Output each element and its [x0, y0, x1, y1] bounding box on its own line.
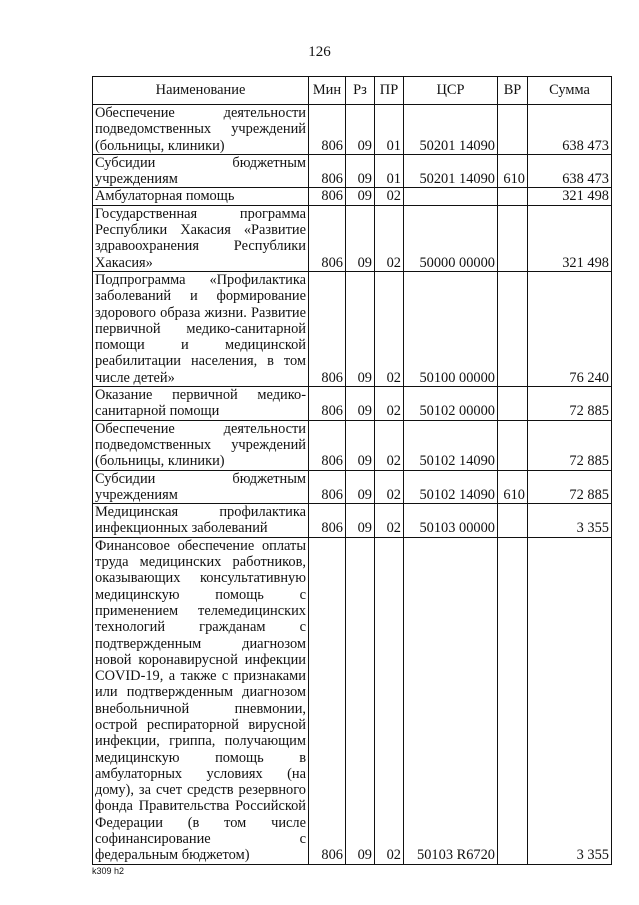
cell-sum: 638 473	[528, 105, 612, 155]
cell-name: Государственная программа Республики Хакасия «Развитие здравоохранения Республики Хакасия»	[93, 205, 309, 271]
cell-sum: 76 240	[528, 271, 612, 386]
cell-vr	[498, 387, 528, 421]
cell-csr: 50103 00000	[404, 504, 498, 538]
cell-vr	[498, 504, 528, 538]
table-header-row	[93, 77, 612, 105]
cell-pr: 01	[375, 154, 404, 188]
cell-csr: 50103 R6720	[404, 537, 498, 864]
page-number: 126	[308, 44, 331, 60]
cell-rz: 09	[346, 387, 375, 421]
cell-pr: 02	[375, 504, 404, 538]
cell-sum: 321 498	[528, 205, 612, 271]
cell-min: 806	[309, 188, 346, 205]
table-row	[93, 537, 612, 864]
cell-min: 806	[309, 271, 346, 386]
table-row	[93, 205, 612, 271]
cell-sum: 638 473	[528, 154, 612, 188]
cell-csr: 50000 00000	[404, 205, 498, 271]
cell-name: Медицинская профилактика инфекционных заболеваний	[93, 504, 309, 538]
cell-rz: 09	[346, 154, 375, 188]
cell-rz: 09	[346, 205, 375, 271]
column-header-name: Наименование	[93, 77, 309, 105]
cell-min: 806	[309, 154, 346, 188]
cell-vr	[498, 271, 528, 386]
cell-vr: 610	[498, 154, 528, 188]
cell-rz: 09	[346, 105, 375, 155]
cell-vr: 610	[498, 470, 528, 504]
cell-rz: 09	[346, 188, 375, 205]
cell-sum: 3 355	[528, 537, 612, 864]
table-row	[93, 387, 612, 421]
table-row	[93, 154, 612, 188]
cell-csr: 50100 00000	[404, 271, 498, 386]
cell-vr	[498, 188, 528, 205]
cell-sum: 72 885	[528, 470, 612, 504]
cell-min: 806	[309, 537, 346, 864]
column-header-csr: ЦСР	[404, 77, 498, 105]
table-row	[93, 188, 612, 205]
column-header-min: Мин	[309, 77, 346, 105]
cell-min: 806	[309, 470, 346, 504]
cell-csr: 50201 14090	[404, 154, 498, 188]
cell-name: Субсидии бюджетным учреждениям	[93, 470, 309, 504]
cell-csr	[404, 188, 498, 205]
table-body	[93, 105, 612, 865]
cell-sum: 72 885	[528, 420, 612, 470]
cell-name: Финансовое обеспечение оплаты труда медицинских работников, оказывающих консультативную медицинскую помощь с применением телемедицинских технологий гражданам с подтвержденным диагнозом новой коронавирусной инфекции COVID-19, а также с признаками или подтвержденным диагнозом внебольничной пневмонии, острой респираторной вирусной инфекции, гриппа, получающим медицинскую помощь в амбулаторных условиях (на дому), за счет средств резервного фонда Правительства Российской Федерации (в том числе софинансирование с федеральным бюджетом)	[93, 537, 309, 864]
cell-pr: 02	[375, 537, 404, 864]
cell-name: Амбулаторная помощь	[93, 188, 309, 205]
cell-rz: 09	[346, 470, 375, 504]
cell-vr	[498, 420, 528, 470]
cell-rz: 09	[346, 271, 375, 386]
cell-csr: 50201 14090	[404, 105, 498, 155]
cell-rz: 09	[346, 504, 375, 538]
cell-pr: 02	[375, 387, 404, 421]
cell-name: Оказание первичной медико-санитарной помощи	[93, 387, 309, 421]
cell-vr	[498, 105, 528, 155]
cell-min: 806	[309, 420, 346, 470]
cell-vr	[498, 537, 528, 864]
cell-csr: 50102 14090	[404, 470, 498, 504]
cell-sum: 72 885	[528, 387, 612, 421]
column-header-rz: Рз	[346, 77, 375, 105]
cell-pr: 02	[375, 271, 404, 386]
cell-sum: 321 498	[528, 188, 612, 205]
table-row	[93, 271, 612, 386]
cell-name: Обеспечение деятельности подведомственных учреждений (больницы, клиники)	[93, 420, 309, 470]
cell-rz: 09	[346, 537, 375, 864]
column-header-vr: ВР	[498, 77, 528, 105]
cell-name: Обеспечение деятельности подведомственных учреждений (больницы, клиники)	[93, 105, 309, 155]
cell-min: 806	[309, 205, 346, 271]
table-row	[93, 470, 612, 504]
column-header-sum: Сумма	[528, 77, 612, 105]
cell-min: 806	[309, 387, 346, 421]
cell-rz: 09	[346, 420, 375, 470]
cell-csr: 50102 14090	[404, 420, 498, 470]
cell-name: Подпрограмма «Профилактика заболеваний и формирование здорового образа жизни. Развитие первичной медико-санитарной помощи и медицинской реабилитации населения, в том числе детей»	[93, 271, 309, 386]
budget-table	[92, 76, 612, 865]
footer-code: k309 h2	[92, 866, 125, 876]
cell-pr: 02	[375, 470, 404, 504]
cell-pr: 02	[375, 188, 404, 205]
table-row	[93, 504, 612, 538]
cell-pr: 01	[375, 105, 404, 155]
cell-pr: 02	[375, 205, 404, 271]
cell-min: 806	[309, 504, 346, 538]
table-row	[93, 420, 612, 470]
cell-vr	[498, 205, 528, 271]
cell-pr: 02	[375, 420, 404, 470]
cell-name: Субсидии бюджетным учреждениям	[93, 154, 309, 188]
cell-csr: 50102 00000	[404, 387, 498, 421]
column-header-pr: ПР	[375, 77, 404, 105]
cell-sum: 3 355	[528, 504, 612, 538]
cell-min: 806	[309, 105, 346, 155]
table-row	[93, 105, 612, 155]
